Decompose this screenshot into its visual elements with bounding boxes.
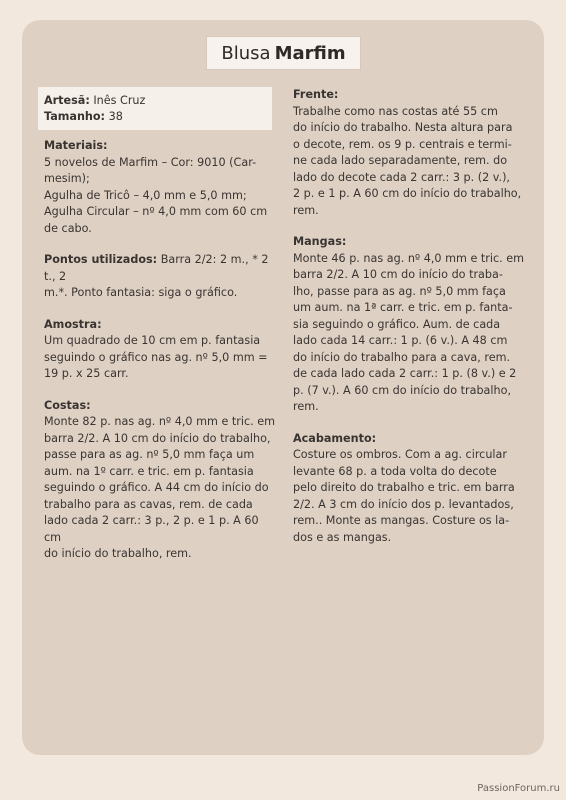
- title-light: Blusa: [221, 42, 271, 64]
- title-bold: Marfim: [274, 42, 346, 64]
- section-materiais: [44, 138, 279, 237]
- right-column: [293, 87, 530, 561]
- materiais-heading: Materiais:: [44, 139, 108, 152]
- page-title: [206, 36, 361, 70]
- left-column: [44, 138, 279, 578]
- info-box: [38, 87, 272, 130]
- section-costas: [44, 398, 279, 563]
- frente-text: Trabalhe como nas costas até 55 cm do início do trabalho. Nesta altura para o decote, rem. os 9 p. centrais e termi- ne cada lado separadamente, rem. do lado do decote cada 2 carr.: 3 p. (2 v.), 2 p. e 1 p. A 60 cm do início do trabalho, rem.: [293, 104, 522, 217]
- frente-heading: Frente:: [293, 88, 339, 101]
- pontos-label: Pontos utilizados:: [44, 253, 158, 266]
- tamanho-line: [44, 109, 266, 125]
- mangas-text: Monte 46 p. nas ag. nº 4,0 mm e tric. em barra 2/2. A 10 cm do início do traba- lho, passe para as ag. nº 5,0 mm faça um aum. na 1ª carr. e tric. em p. fanta- sia seguindo o gráfico. Aum. de cada lado cada 14 carr.: 1 p. (6 v.). A 48 cm do início do trabalho para a cava, rem. de cada lado cada 2 carr.: 1 p. (8 v.) e 2 p. (7 v.). A 60 cm do início do trabalho, rem.: [293, 251, 525, 413]
- tamanho-value: 38: [105, 110, 123, 123]
- section-amostra: [44, 317, 279, 383]
- costas-heading: Costas:: [44, 398, 91, 412]
- acabamento-heading: Acabamento:: [293, 431, 377, 445]
- amostra-heading: Amostra:: [44, 317, 102, 331]
- acabamento-text: Costure os ombros. Com a ag. circular levante 68 p. a toda volta do decote pelo direito do trabalho e tric. em barra 2/2. A 3 cm do início dos p. levantados, rem.. Monte as mangas. Costure os la- dos e as mangas.: [293, 448, 515, 544]
- tamanho-label: Tamanho:: [44, 110, 106, 123]
- section-acabamento: [293, 431, 530, 547]
- section-frente: [293, 87, 530, 219]
- artesa-value: Inês Cruz: [89, 94, 146, 107]
- watermark: PassionForum.ru: [477, 783, 560, 794]
- materiais-text: 5 novelos de Marfim – Cor: 9010 (Car- mesim); Agulha de Tricô – 4,0 mm e 5,0 mm; Agulha Circular – nº 4,0 mm com 60 cm de cabo.: [44, 155, 268, 235]
- pontos-text: Barra 2/2: 2 m., * 2 t., 2 m.*. Ponto fantasia: siga o gráfico.: [44, 253, 269, 299]
- artesa-line: [44, 93, 266, 109]
- costas-text: Monte 82 p. nas ag. nº 4,0 mm e tric. em barra 2/2. A 10 cm do início do trabalho, passe para as ag. nº 5,0 mm faça um aum. na 1º carr. e tric. em p. fantasia seguindo o gráfico. A 44 cm do início do trabalho para as cavas, rem. de cada lado cada 2 carr.: 3 p., 2 p. e 1 p. A 60 cm do início do trabalho, rem.: [44, 415, 276, 560]
- artesa-label: Artesã:: [44, 94, 90, 107]
- section-pontos: [44, 252, 279, 302]
- pontos-paragraph: [44, 252, 279, 302]
- section-mangas: [293, 234, 530, 416]
- mangas-heading: Mangas:: [293, 235, 347, 248]
- amostra-text: Um quadrado de 10 cm em p. fantasia seguindo o gráfico nas ag. nº 5,0 mm = 19 p. x 25 carr.: [44, 334, 268, 380]
